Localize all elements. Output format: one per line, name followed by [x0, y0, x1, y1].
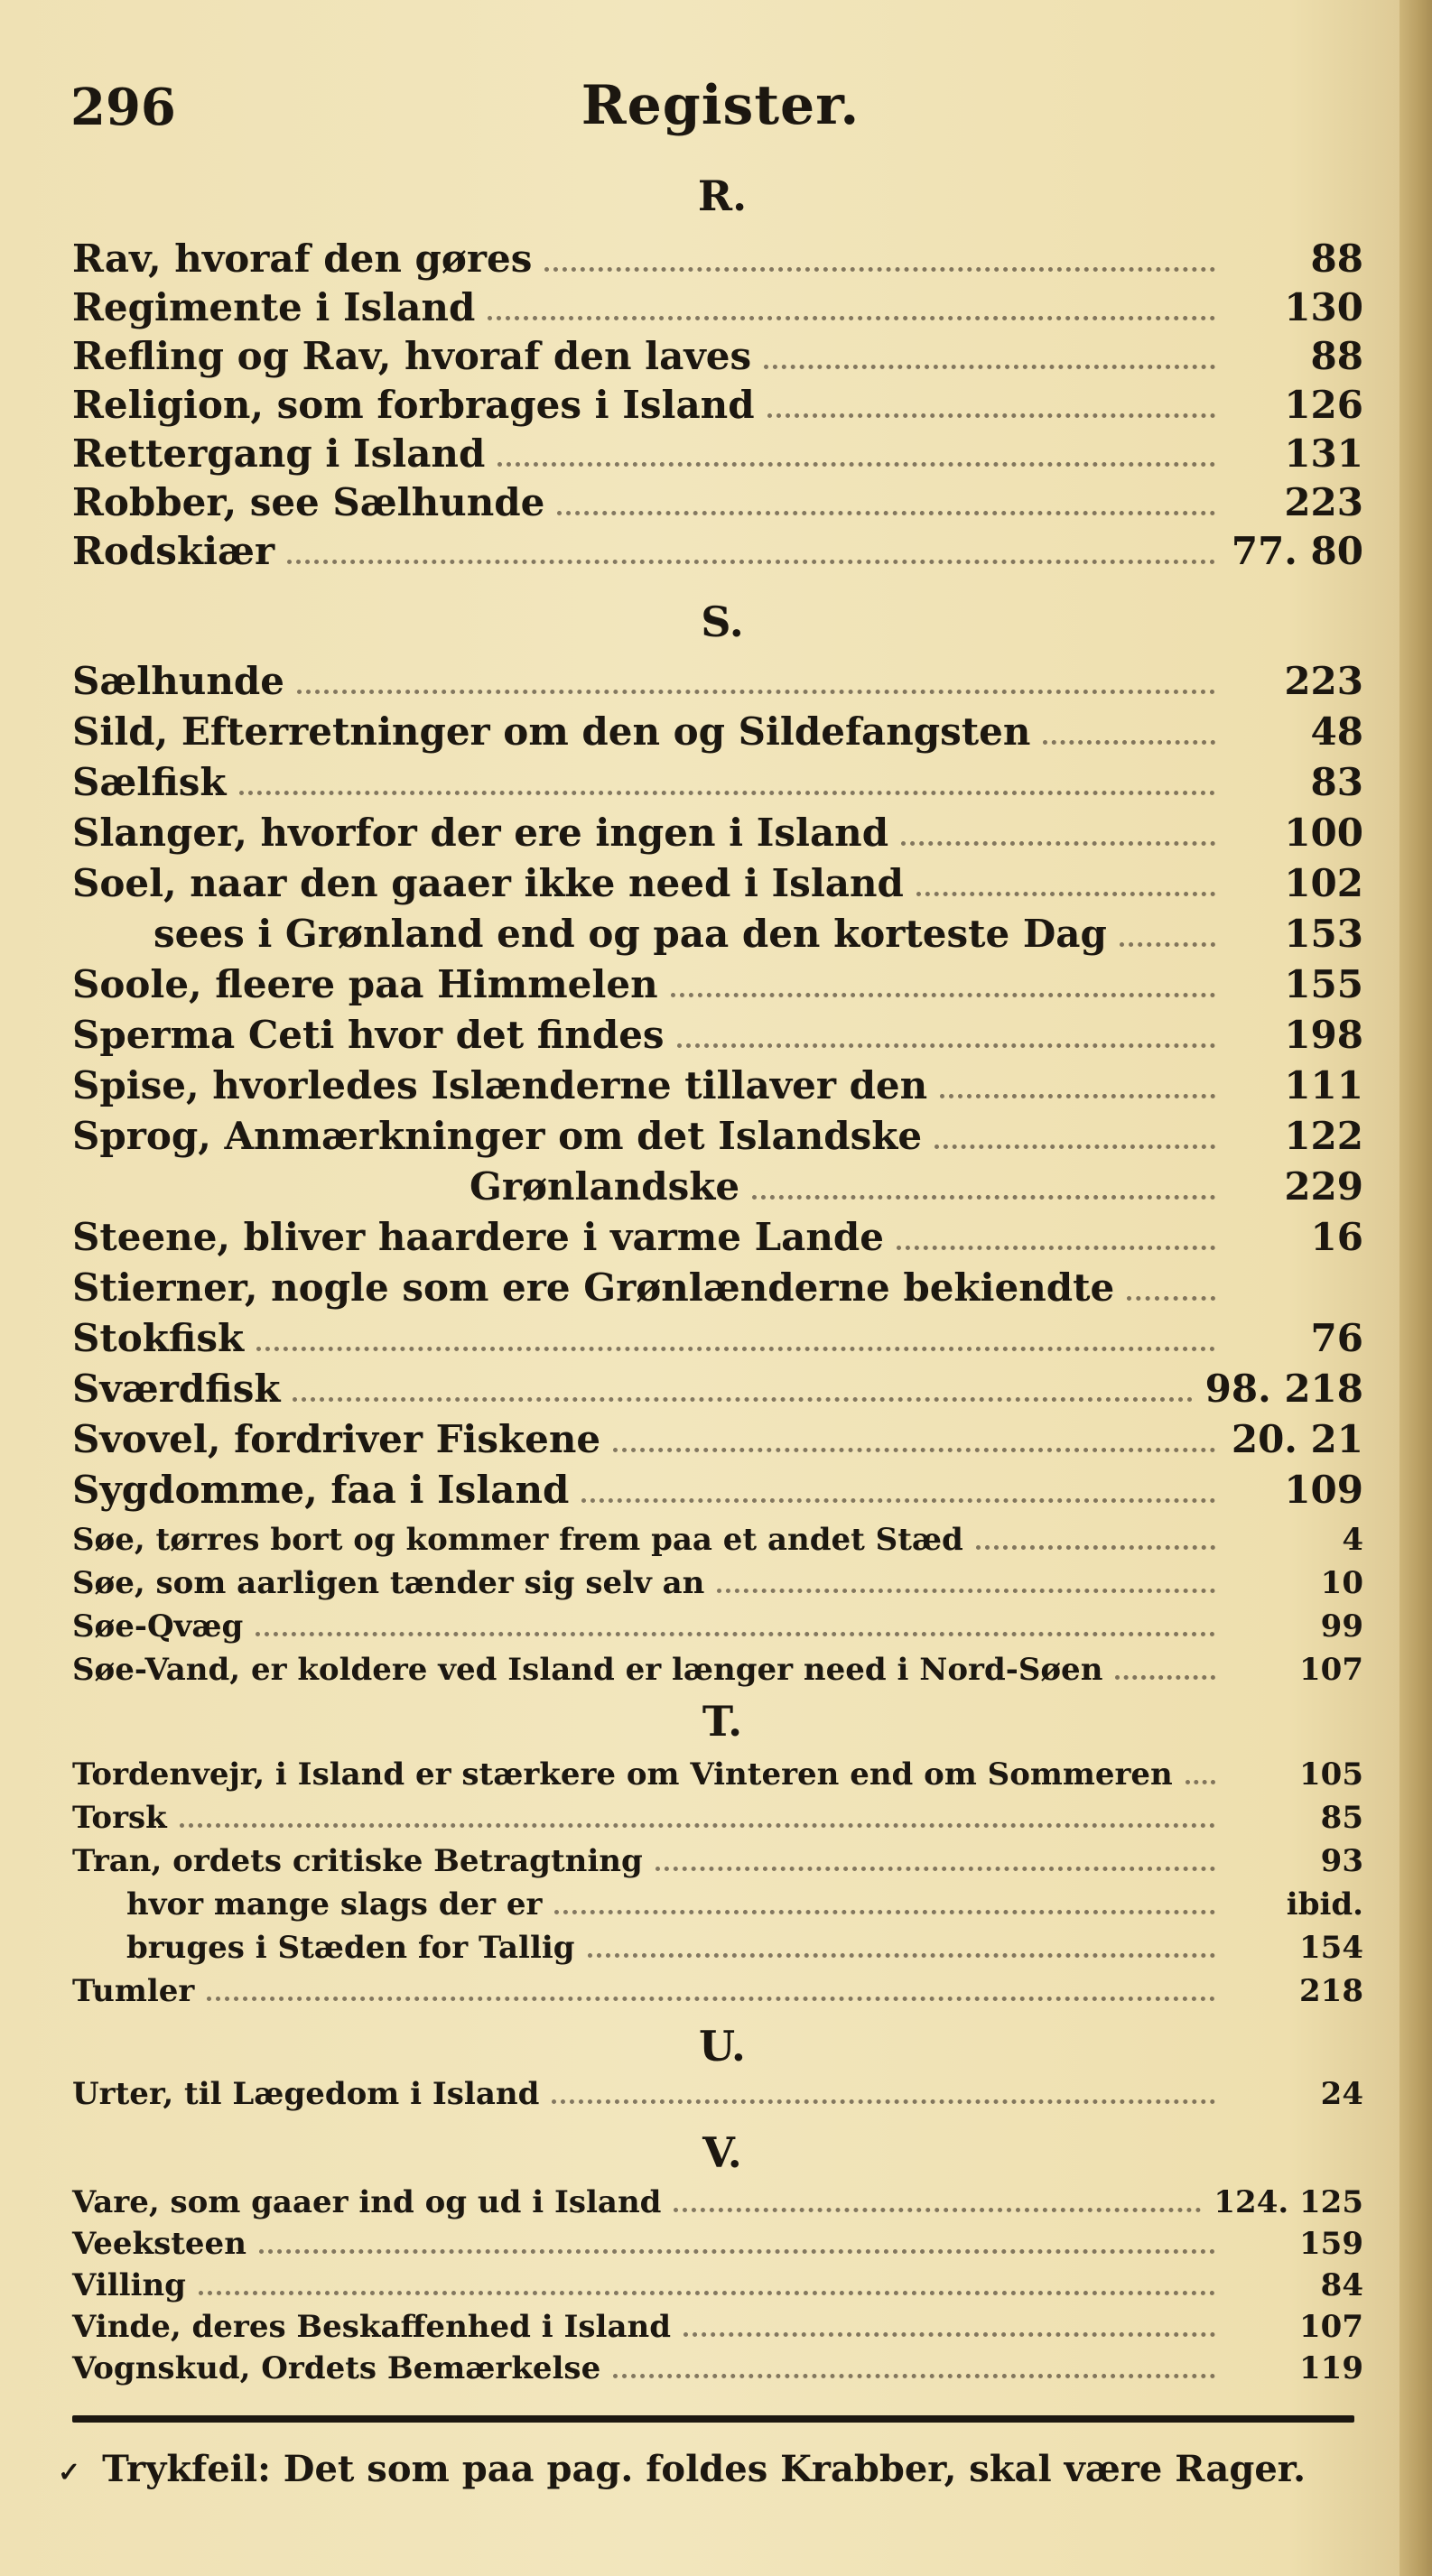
entry-term: Regimente i Island [72, 285, 476, 329]
entry-pages: 218 [1299, 1973, 1363, 2009]
running-title: Register. [581, 74, 860, 137]
leader-dots [671, 984, 1215, 997]
entry-pages: ibid. [1286, 1886, 1363, 1923]
entry-pages: 98. 218 [1204, 1367, 1363, 1411]
leader-dots [207, 1988, 1215, 2001]
index-entry [72, 2076, 1363, 2123]
index-entry [72, 236, 1363, 283]
leader-dots [581, 1489, 1215, 1503]
leader-dots [717, 1580, 1215, 1593]
entry-pages: 198 [1284, 1013, 1363, 1057]
leader-dots [683, 2323, 1215, 2337]
entry-pages: 10 [1320, 1565, 1363, 1601]
entry-term: Svovel, fordriver Fiskene [72, 1417, 601, 1461]
page-edge [1399, 0, 1432, 2576]
index-entry [72, 285, 1363, 332]
entry-pages: 155 [1284, 962, 1363, 1006]
index-entry [72, 709, 1363, 756]
entry-pages: 107 [1299, 1652, 1363, 1688]
entry-term: sees i Grønland end og paa den korteste Dag [153, 912, 1107, 956]
entry-pages: 100 [1284, 811, 1363, 855]
index-entry [72, 1417, 1363, 1464]
entry-term: Sild, Efterretninger om den og Sildefangsten [72, 709, 1031, 754]
entry-term: Soel, naar den gaaer ikke need i Island [72, 861, 904, 905]
leader-dots [554, 1901, 1215, 1914]
entry-term: Søe, tørres bort og kommer frem paa et andet Stæd [72, 1522, 963, 1558]
leader-dots [976, 1536, 1215, 1550]
entry-term: Sprog, Anmærkninger om det Islandske [72, 1114, 923, 1158]
index-entry [72, 1063, 1363, 1110]
leader-dots [588, 1944, 1215, 1958]
index-entry [72, 1886, 1363, 1933]
index-entry [72, 861, 1363, 908]
entry-pages: 99 [1320, 1608, 1363, 1645]
leader-dots [180, 1814, 1215, 1828]
entry-pages: 102 [1284, 861, 1363, 905]
leader-dots [674, 2199, 1201, 2212]
entry-pages: 111 [1284, 1063, 1363, 1107]
leader-dots [940, 1085, 1215, 1098]
entry-pages: 154 [1299, 1930, 1363, 1966]
entry-pages: 16 [1310, 1215, 1363, 1259]
index-entry [72, 760, 1363, 807]
entry-term: Sælhunde [72, 659, 284, 703]
index-entry [72, 431, 1363, 478]
leader-dots [613, 2365, 1215, 2378]
index-entry [72, 811, 1363, 857]
leader-dots [259, 2240, 1215, 2254]
entry-pages: 24 [1320, 2076, 1363, 2112]
entry-term: Sælfisk [72, 760, 227, 804]
leader-dots [935, 1135, 1215, 1149]
index-entry [72, 962, 1363, 1009]
entry-pages: 159 [1299, 2226, 1363, 2262]
index-entry [72, 1522, 1363, 1569]
leader-dots [613, 1439, 1215, 1452]
entry-term: Søe-Qvæg [72, 1608, 244, 1645]
entry-term: Sygdomme, faa i Island [72, 1468, 570, 1512]
errata-line [58, 2448, 1376, 2502]
entry-term: Rav, hvoraf den gøres [72, 236, 533, 281]
leader-dots [293, 1388, 1192, 1402]
leader-dots [239, 782, 1215, 795]
entry-pages: 122 [1284, 1114, 1363, 1158]
entry-term: Veeksteen [72, 2226, 246, 2262]
section-letter-s: S. [701, 598, 744, 646]
entry-term: Rettergang i Island [72, 431, 486, 476]
entry-pages: 107 [1299, 2309, 1363, 2345]
index-entry [72, 1367, 1363, 1413]
leader-dots [901, 832, 1215, 846]
entry-pages: 83 [1310, 760, 1363, 804]
index-entry [72, 334, 1363, 381]
entry-pages: 109 [1284, 1468, 1363, 1512]
entry-pages: 131 [1284, 431, 1363, 476]
entry-pages: 223 [1284, 659, 1363, 703]
leader-dots [544, 258, 1215, 272]
entry-pages: 153 [1284, 912, 1363, 956]
leader-dots [256, 1623, 1215, 1636]
index-entry [72, 383, 1363, 430]
index-entry [72, 1756, 1363, 1803]
entry-pages: 88 [1310, 334, 1363, 378]
leader-dots [677, 1034, 1215, 1048]
entry-term: Tordenvejr, i Island er stærkere om Vinteren end om Sommeren [72, 1756, 1173, 1793]
section-letter-v: V. [702, 2128, 742, 2177]
leader-dots [656, 1858, 1215, 1871]
leader-dots [1115, 1666, 1215, 1680]
leader-dots [557, 502, 1215, 515]
leader-dots [752, 1186, 1215, 1200]
entry-term: Vinde, deres Beskaffenhed i Island [72, 2309, 671, 2345]
entry-term: Rodskiær [72, 529, 275, 573]
index-entry [72, 1565, 1363, 1612]
entry-term: Slanger, hvorfor der ere ingen i Island [72, 811, 889, 855]
index-entry [72, 1215, 1363, 1262]
index-entry [72, 1973, 1363, 2020]
horizontal-rule [72, 2415, 1354, 2423]
leader-dots [916, 883, 1215, 896]
entry-term: bruges i Stæden for Tallig [126, 1930, 575, 1966]
index-entry [72, 1164, 1363, 1211]
entry-pages: 229 [1284, 1164, 1363, 1209]
entry-pages: 93 [1320, 1843, 1363, 1879]
leader-dots [287, 551, 1215, 564]
leader-dots [1127, 1287, 1215, 1301]
entry-term: Refling og Rav, hvoraf den laves [72, 334, 752, 378]
entry-term: Grønlandske [470, 1164, 740, 1209]
index-entry [72, 1316, 1363, 1363]
leader-dots [897, 1237, 1215, 1250]
entry-pages: 88 [1310, 236, 1363, 281]
entry-term: Tumler [72, 1973, 195, 2009]
entry-term: Urter, til Lægedom i Island [72, 2076, 540, 2112]
entry-term: Spise, hvorledes Islænderne tillaver den [72, 1063, 928, 1107]
entry-pages: 48 [1310, 709, 1363, 754]
leader-dots [256, 1338, 1215, 1351]
entry-pages: 126 [1284, 383, 1363, 427]
index-entry [72, 1468, 1363, 1515]
index-entry [72, 912, 1363, 959]
entry-pages: 105 [1299, 1756, 1363, 1793]
index-entry [72, 1800, 1363, 1847]
index-entry [72, 2350, 1363, 2397]
leader-dots [199, 2282, 1215, 2295]
leader-dots [488, 307, 1215, 320]
entry-term: Sværdfisk [72, 1367, 281, 1411]
entry-pages: 85 [1320, 1800, 1363, 1836]
entry-pages: 76 [1310, 1316, 1363, 1360]
leader-dots [764, 356, 1215, 369]
leader-dots [552, 2090, 1215, 2104]
entry-term: Søe-Vand, er koldere ved Island er længer need i Nord-Søen [72, 1652, 1103, 1688]
entry-term: hvor mange slags der er [126, 1886, 543, 1923]
entry-term: Stierner, nogle som ere Grønlænderne bekiendte [72, 1265, 1115, 1310]
index-entry [72, 1608, 1363, 1655]
page-header [70, 70, 1371, 152]
leader-dots [297, 681, 1215, 694]
entry-term: Søe, som aarligen tænder sig selv an [72, 1565, 705, 1601]
index-entry [72, 529, 1363, 576]
index-entry [72, 480, 1363, 527]
entry-term: Vognskud, Ordets Bemærkelse [72, 2350, 601, 2386]
entry-term: Robber, see Sælhunde [72, 480, 545, 524]
entry-pages: 20. 21 [1231, 1417, 1363, 1461]
entry-term: Sperma Ceti hvor det findes [72, 1013, 665, 1057]
entry-term: Stokfisk [72, 1316, 245, 1360]
entry-term: Steene, bliver haardere i varme Lande [72, 1215, 884, 1259]
page-number: 296 [70, 78, 176, 137]
leader-dots [497, 453, 1215, 467]
index-entry [72, 1114, 1363, 1161]
section-letter-t: T. [702, 1697, 743, 1746]
check-mark-icon: ✓ [58, 2457, 81, 2488]
index-entry [72, 2267, 1363, 2314]
entry-pages: 77. 80 [1231, 529, 1363, 573]
index-entry [72, 1930, 1363, 1977]
entry-pages: 84 [1320, 2267, 1363, 2303]
leader-dots [1120, 933, 1215, 947]
index-entry [72, 2309, 1363, 2356]
leader-dots [767, 404, 1215, 418]
entry-term: Tran, ordets critiske Betragtning [72, 1843, 643, 1879]
entry-pages: 130 [1284, 285, 1363, 329]
entry-term: Soole, fleere paa Himmelen [72, 962, 658, 1006]
index-entry [72, 1265, 1363, 1312]
entry-pages: 124. 125 [1213, 2184, 1363, 2220]
leader-dots [1043, 731, 1215, 745]
entry-term: Villing [72, 2267, 186, 2303]
entry-term: Religion, som forbrages i Island [72, 383, 755, 427]
entry-term: Torsk [72, 1800, 167, 1836]
entry-pages: 4 [1342, 1522, 1363, 1558]
section-letter-u: U. [699, 2022, 746, 2071]
entry-pages: 223 [1284, 480, 1363, 524]
entry-pages: 119 [1299, 2350, 1363, 2386]
errata-text: Trykfeil: Det som paa pag. foldes Krabber, skal være Rager. [102, 2448, 1306, 2490]
index-entry [72, 1843, 1363, 1890]
leader-dots [1186, 1771, 1215, 1784]
section-letter-r: R. [697, 171, 748, 220]
index-entry [72, 659, 1363, 706]
index-entry [72, 1013, 1363, 1060]
entry-term: Vare, som gaaer ind og ud i Island [72, 2184, 662, 2220]
index-entry [72, 1652, 1363, 1699]
index-entry [72, 2184, 1363, 2231]
index-entry [72, 2226, 1363, 2273]
